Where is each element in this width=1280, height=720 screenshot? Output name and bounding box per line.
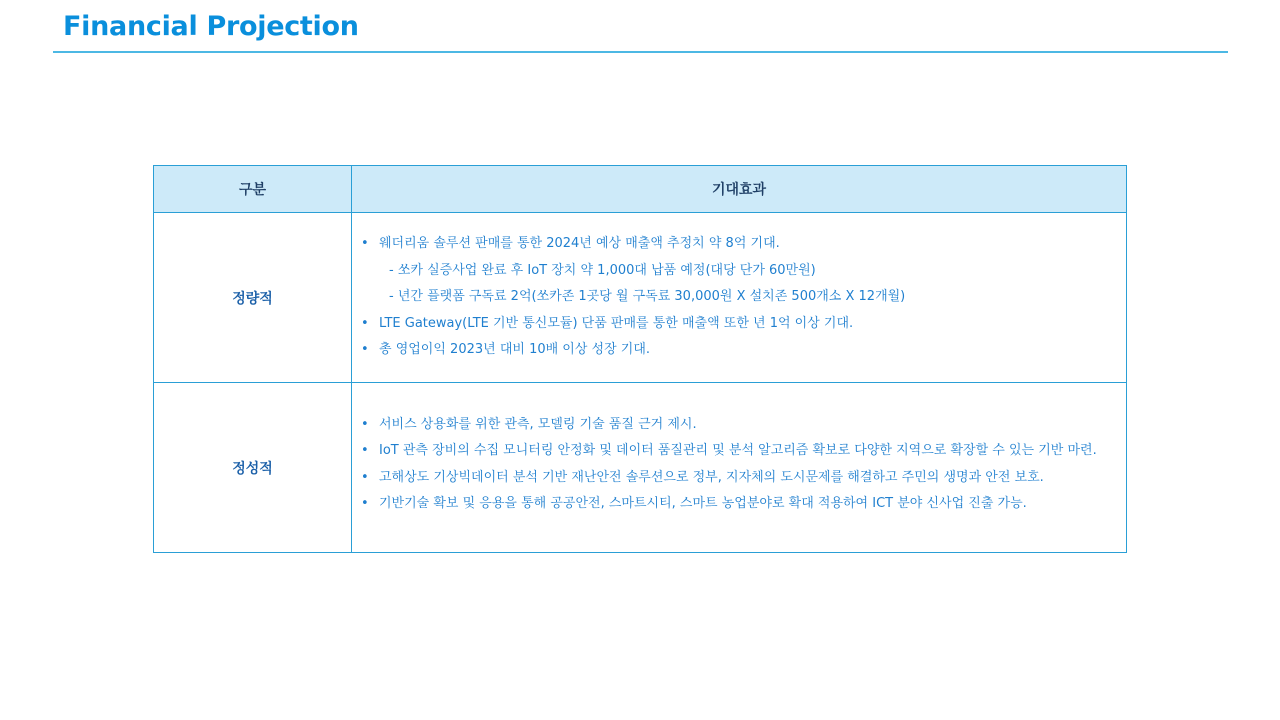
column-header-category: 구분 <box>154 166 352 213</box>
table-header-row <box>154 166 1127 213</box>
table-row <box>154 383 1127 553</box>
effects-list <box>352 404 1126 532</box>
page-title: Financial Projection <box>63 11 359 42</box>
list-item <box>361 412 1126 439</box>
list-item-text: 서비스 상용화를 위한 관측, 모델링 기술 품질 근거 제시. <box>379 416 697 432</box>
effects-list <box>352 231 1126 364</box>
list-subitem <box>361 258 1126 285</box>
row-effects-quantitative <box>352 213 1127 383</box>
column-header-effects: 기대효과 <box>352 166 1127 213</box>
list-item-text: 기반기술 확보 및 응용을 통해 공공안전, 스마트시티, 스마트 농업분야로 확대 적용하여 ICT 분야 신사업 진출 가능. <box>379 496 1027 511</box>
row-category-qualitative: 정성적 <box>154 383 352 553</box>
list-item-text: 고해상도 기상빅데이터 분석 기반 재난안전 솔루션으로 정부, 지자체의 도시문제를 해결하고 주민의 생명과 안전 보호. <box>379 469 1044 485</box>
bullet-icon: • <box>361 236 369 252</box>
bullet-icon: • <box>361 443 369 458</box>
list-item <box>361 465 1126 492</box>
list-item-text: - 년간 플랫폼 구독료 2억(쏘카존 1곳당 월 구독료 30,000원 X 설치존 500개소 X 12개월) <box>389 289 906 305</box>
row-effects-qualitative <box>352 383 1127 553</box>
list-item-text: IoT 관측 장비의 수집 모니터링 안정화 및 데이터 품질관리 및 분석 알고리즘 확보로 다양한 지역으로 확장할 수 있는 기반 마련. <box>379 443 1097 458</box>
list-item-text: - 쏘카 실증사업 완료 후 IoT 장치 약 1,000대 납품 예정(대당 단가 60만원) <box>389 262 816 278</box>
list-item <box>361 311 1126 338</box>
list-item <box>361 337 1126 364</box>
list-item-text: LTE Gateway(LTE 기반 통신모듈) 단품 판매를 통한 매출액 또한 년 1억 이상 기대. <box>379 315 854 331</box>
bullet-icon: • <box>361 416 369 432</box>
bullet-icon: • <box>361 342 369 358</box>
table-row <box>154 213 1127 383</box>
bullet-icon: • <box>361 496 369 511</box>
bullet-icon: • <box>361 469 369 485</box>
list-item <box>361 438 1126 465</box>
list-subitem <box>361 284 1126 311</box>
list-item <box>361 231 1126 258</box>
bullet-icon: • <box>361 315 369 331</box>
list-item-text: 웨더리움 솔루션 판매를 통한 2024년 예상 매출액 추정치 약 8억 기대. <box>379 236 780 252</box>
title-divider <box>53 51 1228 53</box>
row-category-quantitative: 정량적 <box>154 213 352 383</box>
list-item <box>361 491 1126 518</box>
list-item-text: 총 영업이익 2023년 대비 10배 이상 성장 기대. <box>379 342 651 358</box>
projection-table <box>153 165 1127 553</box>
